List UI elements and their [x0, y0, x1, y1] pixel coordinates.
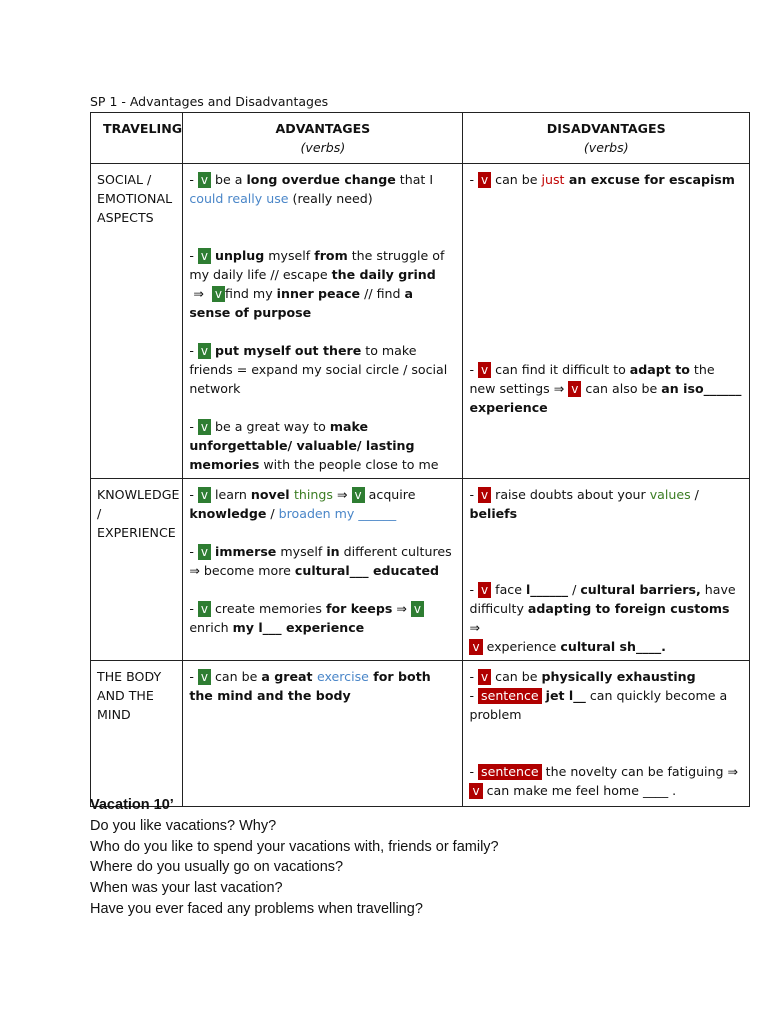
advantage-item	[189, 417, 456, 474]
text: can be	[215, 669, 262, 684]
category-body	[91, 661, 183, 807]
bullet-dash: -	[189, 343, 194, 358]
text: cultural___ educated	[294, 563, 440, 578]
advantages-cell-knowledge	[183, 479, 463, 661]
header-row	[91, 113, 750, 164]
category-body-label: THE BODY AND THE MIND	[97, 669, 162, 722]
verb-tag-red: v	[478, 669, 491, 685]
text: face	[495, 582, 526, 597]
table-row-social	[91, 164, 750, 479]
text: values	[649, 487, 691, 502]
text: a sense of purpose	[189, 286, 414, 320]
verb-tag-red: v	[478, 487, 491, 503]
disadvantages-cell-social	[463, 164, 750, 479]
text: could really use	[189, 191, 289, 206]
text: /	[266, 506, 279, 521]
category-knowledge	[91, 479, 183, 661]
verb-tag-green: v	[352, 487, 365, 503]
advantages-header-text: ADVANTAGES	[275, 121, 371, 136]
disadvantage-item	[469, 360, 743, 417]
advantages-cell-social	[183, 164, 463, 479]
document-title: SP 1 - Advantages and Disadvantages	[90, 94, 329, 109]
question-item: When was your last vacation?	[90, 880, 283, 897]
disadvantage-item	[469, 686, 743, 724]
text: beliefs	[469, 506, 518, 521]
text: /	[568, 582, 581, 597]
text: can be	[495, 172, 542, 187]
text: acquire	[368, 487, 416, 502]
text: cultural barriers,	[580, 582, 701, 597]
advantages-table	[90, 112, 750, 807]
verb-tag-green: v	[198, 419, 211, 435]
text: (really need)	[288, 191, 373, 206]
sentence-tag: sentence	[478, 688, 542, 704]
verb-tag-green: v	[198, 601, 211, 617]
text: physically exhausting	[541, 669, 696, 684]
text: create memories	[215, 601, 326, 616]
bullet-dash: -	[469, 362, 474, 377]
verb-tag-green: v	[198, 343, 211, 359]
text: in	[326, 544, 340, 559]
text: long overdue change	[246, 172, 396, 187]
text: different cultures	[339, 544, 452, 559]
advantages-cell-body	[183, 661, 463, 807]
arrow-icon: ⇒	[727, 764, 739, 779]
verb-tag-green: v	[212, 286, 225, 302]
advantage-item	[189, 246, 456, 322]
text: can also be	[581, 381, 662, 396]
advantages-subheader: (verbs)	[300, 140, 346, 155]
disadvantage-item	[469, 667, 743, 686]
text: knowledge	[189, 506, 267, 521]
bullet-dash: -	[469, 669, 474, 684]
question-item: Where do you usually go on vacations?	[90, 859, 344, 876]
bullet-dash: -	[189, 419, 194, 434]
arrow-icon: ⇒	[396, 601, 407, 616]
disadvantages-cell-knowledge	[463, 479, 750, 661]
text: enrich	[189, 620, 233, 635]
verb-tag-red: v	[568, 381, 581, 397]
text: put myself out there	[215, 343, 362, 358]
text: can quickly become a problem	[469, 688, 728, 722]
text: inner peace	[276, 286, 361, 301]
question-item: Do you like vacations? Why?	[90, 817, 277, 834]
question-item: Have you ever faced any problems when travelling?	[90, 900, 423, 917]
text: with the people close to me	[259, 457, 439, 472]
bullet-dash: -	[469, 688, 474, 703]
traveling-header-text: TRAVELING	[103, 121, 183, 136]
arrow-icon: ⇒	[553, 381, 565, 396]
text: have difficulty	[469, 582, 736, 616]
text: be a	[215, 172, 247, 187]
verb-tag-green: v	[411, 601, 424, 617]
text: adapt to	[629, 362, 690, 377]
advantages-header	[183, 113, 463, 164]
text: things	[293, 487, 333, 502]
vacation-title: Vacation 10’	[90, 797, 174, 813]
text: unplug	[215, 248, 265, 263]
verb-tag-red: v	[469, 783, 482, 799]
text: can find it difficult to	[495, 362, 630, 377]
question-item: Who do you like to spend your vacations with, friends or family?	[90, 838, 499, 855]
traveling-header	[91, 113, 183, 164]
verb-tag-green: v	[198, 669, 211, 685]
text: can be	[495, 669, 542, 684]
text: an iso______ experience	[469, 381, 742, 415]
text: find my	[225, 286, 277, 301]
bullet-dash: -	[189, 544, 194, 559]
arrow-icon: ⇒	[189, 563, 200, 578]
text: a great	[261, 669, 317, 684]
verb-tag-red: v	[478, 582, 491, 598]
text: // find	[360, 286, 405, 301]
text: myself	[276, 544, 327, 559]
bullet-dash: -	[469, 487, 474, 502]
table-row-body	[91, 661, 750, 807]
bullet-dash: -	[189, 487, 194, 502]
text: experience	[486, 639, 561, 654]
text: the struggle of my daily life // escape	[189, 248, 445, 282]
bullet-dash: -	[469, 582, 474, 597]
arrow-icon: ⇒	[336, 487, 348, 502]
disadvantage-item	[469, 170, 743, 189]
bullet-dash: -	[189, 172, 194, 187]
text: the novelty can be fatiguing	[541, 764, 728, 779]
text: jet l__	[545, 688, 586, 703]
bullet-dash: -	[189, 248, 194, 263]
text: cultural sh____.	[560, 639, 666, 654]
text: raise doubts about your	[495, 487, 650, 502]
table-row-knowledge	[91, 479, 750, 661]
bullet-dash: -	[189, 669, 194, 684]
sentence-tag: sentence	[478, 764, 542, 780]
category-social-label: SOCIAL / EMOTIONAL ASPECTS	[97, 172, 173, 225]
arrow-icon: ⇒	[469, 620, 481, 635]
advantage-item	[189, 341, 456, 398]
advantage-item	[189, 485, 456, 523]
text: immerse	[215, 544, 277, 559]
verb-tag-red: v	[478, 362, 491, 378]
bullet-dash: -	[189, 601, 194, 616]
disadvantage-item	[469, 580, 743, 656]
text: exercise	[316, 669, 369, 684]
text: to make friends = expand my social circle / social network	[189, 343, 448, 396]
disadvantages-cell-body	[463, 661, 750, 807]
advantage-item	[189, 599, 456, 637]
text: from	[314, 248, 348, 263]
text: broaden my ______	[278, 506, 397, 521]
verb-tag-green: v	[198, 248, 211, 264]
text: /	[690, 487, 699, 502]
category-social	[91, 164, 183, 479]
advantage-item	[189, 170, 456, 208]
vacation-section	[90, 795, 499, 920]
text: make unforgettable/ valuable/ lasting memories	[189, 419, 415, 472]
text: adapting to foreign customs	[527, 601, 730, 616]
disadvantages-subheader: (verbs)	[583, 140, 629, 155]
text: become more	[199, 563, 295, 578]
text: novel	[250, 487, 294, 502]
text: myself	[264, 248, 315, 263]
text: that I	[395, 172, 434, 187]
text: for keeps	[325, 601, 393, 616]
advantage-item	[189, 667, 456, 705]
text: learn	[215, 487, 251, 502]
text: be a great way to	[215, 419, 330, 434]
disadvantage-item	[469, 485, 743, 523]
category-knowledge-label: KNOWLEDGE / EXPERIENCE	[97, 487, 180, 540]
verb-tag-green: v	[198, 544, 211, 560]
bullet-dash: -	[469, 172, 474, 187]
disadvantages-header-text: DISADVANTAGES	[546, 121, 666, 136]
verb-tag-red: v	[478, 172, 491, 188]
verb-tag-green: v	[198, 487, 211, 503]
arrow-icon: ⇒	[193, 286, 204, 301]
verb-tag-red: v	[469, 639, 482, 655]
text: an excuse for escapism	[564, 172, 735, 187]
disadvantage-item	[469, 762, 743, 800]
text: just	[541, 172, 565, 187]
text: the daily grind	[331, 267, 436, 282]
disadvantages-header	[463, 113, 750, 164]
text: can make me feel home ____ .	[486, 783, 677, 798]
text: for both the mind and the body	[189, 669, 431, 703]
bullet-dash: -	[469, 764, 474, 779]
text: l______	[525, 582, 569, 597]
advantage-item	[189, 542, 456, 580]
verb-tag-green: v	[198, 172, 211, 188]
text: the new settings	[469, 362, 715, 396]
text: my l___ experience	[232, 620, 365, 635]
